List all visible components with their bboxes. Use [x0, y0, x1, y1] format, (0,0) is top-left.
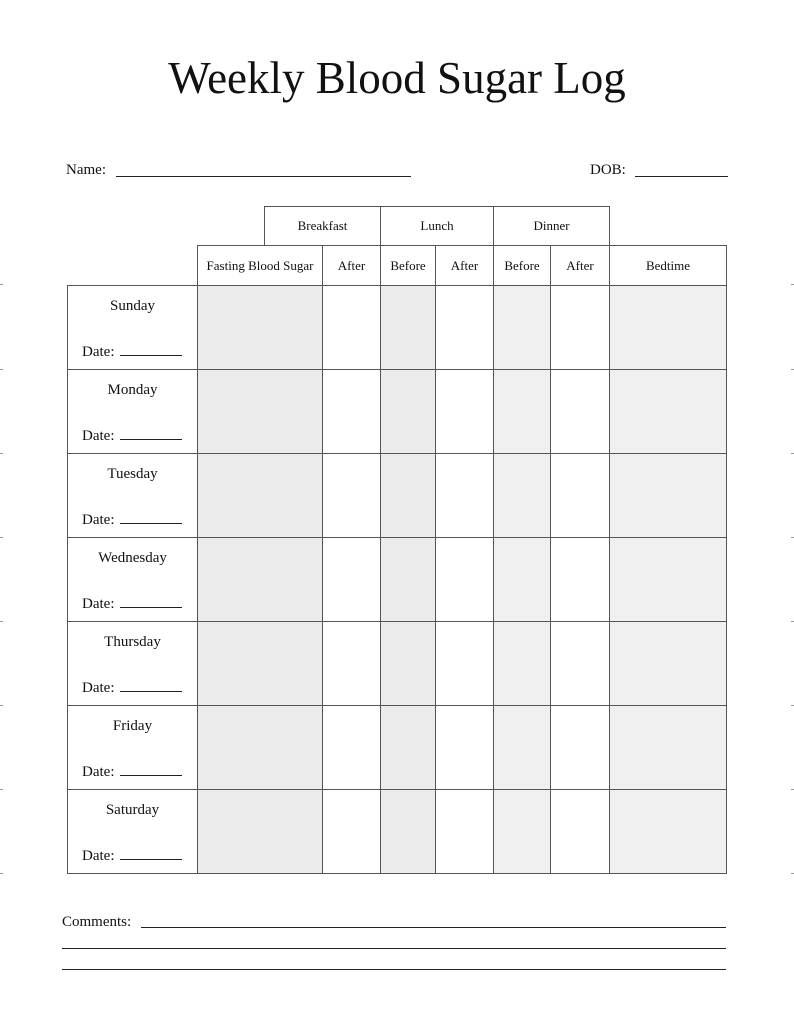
meal-header-row: [68, 207, 727, 246]
subheader-bedtime: Bedtime: [610, 246, 727, 286]
lunch-after-cell[interactable]: [436, 370, 494, 454]
subheader-dinner-before: Before: [494, 246, 551, 286]
date-entry-line[interactable]: [120, 425, 182, 440]
day-name: Monday: [107, 382, 158, 398]
lunch-after-cell[interactable]: [436, 622, 494, 706]
page-title: Weekly Blood Sugar Log: [168, 53, 626, 103]
blood-sugar-table: [67, 206, 727, 874]
date-label: Date:: [82, 848, 115, 864]
day-name: Thursday: [104, 634, 161, 650]
breakfast-after-cell[interactable]: [323, 790, 381, 874]
edge-tick-mark: [0, 284, 3, 285]
date-entry-line[interactable]: [120, 341, 182, 356]
bedtime-cell[interactable]: [610, 286, 727, 370]
day-date: [82, 341, 182, 361]
sub-header-row: [68, 246, 727, 286]
comments-line-3[interactable]: [62, 969, 726, 970]
dinner-before-cell[interactable]: [494, 370, 551, 454]
table-row: [68, 790, 727, 874]
day-date: [82, 845, 182, 865]
table-row: [68, 370, 727, 454]
day-date: [82, 425, 182, 445]
dinner-after-cell[interactable]: [551, 706, 610, 790]
fasting-cell[interactable]: [198, 622, 323, 706]
lunch-before-cell[interactable]: [381, 790, 436, 874]
day-name: Sunday: [110, 298, 155, 314]
day-cell: [68, 538, 198, 622]
fasting-cell[interactable]: [198, 790, 323, 874]
day-cell: [68, 622, 198, 706]
edge-tick-mark: [0, 621, 3, 622]
bedtime-cell[interactable]: [610, 622, 727, 706]
day-cell: [68, 790, 198, 874]
table-row: [68, 622, 727, 706]
dinner-after-cell[interactable]: [551, 370, 610, 454]
dinner-before-cell[interactable]: [494, 622, 551, 706]
name-field-line[interactable]: [116, 176, 411, 177]
breakfast-after-cell[interactable]: [323, 454, 381, 538]
date-entry-line[interactable]: [120, 593, 182, 608]
subheader-lunch-after: After: [436, 246, 494, 286]
edge-tick-mark: [0, 537, 3, 538]
date-label: Date:: [82, 764, 115, 780]
day-date: [82, 593, 182, 613]
meal-header-breakfast: Breakfast: [265, 207, 381, 246]
lunch-after-cell[interactable]: [436, 454, 494, 538]
comments-line-2[interactable]: [62, 948, 726, 949]
subheader-fasting: Fasting Blood Sugar: [198, 246, 323, 286]
date-entry-line[interactable]: [120, 845, 182, 860]
date-entry-line[interactable]: [120, 761, 182, 776]
fasting-cell[interactable]: [198, 370, 323, 454]
comments-label: Comments:: [62, 914, 132, 930]
day-cell: [68, 706, 198, 790]
dinner-before-cell[interactable]: [494, 706, 551, 790]
dob-label: DOB:: [590, 162, 626, 178]
subheader-lunch-before: Before: [381, 246, 436, 286]
lunch-before-cell[interactable]: [381, 370, 436, 454]
name-label: Name:: [66, 162, 106, 178]
edge-tick-mark: [0, 789, 3, 790]
dinner-after-cell[interactable]: [551, 538, 610, 622]
day-date: [82, 677, 182, 697]
lunch-before-cell[interactable]: [381, 286, 436, 370]
fasting-cell[interactable]: [198, 538, 323, 622]
lunch-after-cell[interactable]: [436, 538, 494, 622]
date-label: Date:: [82, 680, 115, 696]
dinner-after-cell[interactable]: [551, 622, 610, 706]
date-label: Date:: [82, 512, 115, 528]
breakfast-after-cell[interactable]: [323, 286, 381, 370]
dinner-after-cell[interactable]: [551, 454, 610, 538]
lunch-before-cell[interactable]: [381, 706, 436, 790]
date-label: Date:: [82, 428, 115, 444]
day-cell: [68, 370, 198, 454]
fasting-cell[interactable]: [198, 454, 323, 538]
blank-corner: [68, 207, 198, 246]
lunch-before-cell[interactable]: [381, 538, 436, 622]
date-label: Date:: [82, 596, 115, 612]
lunch-before-cell[interactable]: [381, 454, 436, 538]
table-row: [68, 286, 727, 370]
edge-tick-mark: [0, 453, 3, 454]
dinner-before-cell[interactable]: [494, 286, 551, 370]
breakfast-after-cell[interactable]: [323, 622, 381, 706]
breakfast-after-cell[interactable]: [323, 370, 381, 454]
day-name: Friday: [112, 718, 153, 734]
date-label: Date:: [82, 344, 115, 360]
subheader-dinner-after: After: [551, 246, 610, 286]
table-row: [68, 538, 727, 622]
blank-corner: [68, 246, 198, 286]
date-entry-line[interactable]: [120, 509, 182, 524]
bedtime-cell[interactable]: [610, 370, 727, 454]
blank-corner: [610, 207, 727, 246]
table-row: [68, 454, 727, 538]
bedtime-cell[interactable]: [610, 706, 727, 790]
day-date: [82, 509, 182, 529]
edge-tick-mark: [0, 873, 3, 874]
dinner-before-cell[interactable]: [494, 538, 551, 622]
bedtime-cell[interactable]: [610, 454, 727, 538]
breakfast-after-cell[interactable]: [323, 538, 381, 622]
dinner-before-cell[interactable]: [494, 790, 551, 874]
blank-corner: [198, 207, 265, 246]
dinner-before-cell[interactable]: [494, 454, 551, 538]
date-entry-line[interactable]: [120, 677, 182, 692]
fasting-cell[interactable]: [198, 286, 323, 370]
meal-header-dinner: Dinner: [494, 207, 610, 246]
fasting-cell[interactable]: [198, 706, 323, 790]
day-name: Wednesday: [98, 550, 167, 566]
bedtime-cell[interactable]: [610, 790, 727, 874]
lunch-after-cell[interactable]: [436, 286, 494, 370]
lunch-after-cell[interactable]: [436, 790, 494, 874]
lunch-after-cell[interactable]: [436, 706, 494, 790]
edge-tick-mark: [0, 369, 3, 370]
lunch-before-cell[interactable]: [381, 622, 436, 706]
dinner-after-cell[interactable]: [551, 790, 610, 874]
table-row: [68, 706, 727, 790]
day-date: [82, 761, 182, 781]
breakfast-after-cell[interactable]: [323, 706, 381, 790]
day-cell: [68, 286, 198, 370]
dinner-after-cell[interactable]: [551, 286, 610, 370]
edge-tick-mark: [0, 705, 3, 706]
dob-field-line[interactable]: [635, 176, 728, 177]
day-name: Tuesday: [107, 466, 158, 482]
comments-line-1[interactable]: [141, 927, 726, 928]
meal-header-lunch: Lunch: [381, 207, 494, 246]
day-cell: [68, 454, 198, 538]
subheader-breakfast-after: After: [323, 246, 381, 286]
bedtime-cell[interactable]: [610, 538, 727, 622]
day-name: Saturday: [105, 802, 160, 818]
